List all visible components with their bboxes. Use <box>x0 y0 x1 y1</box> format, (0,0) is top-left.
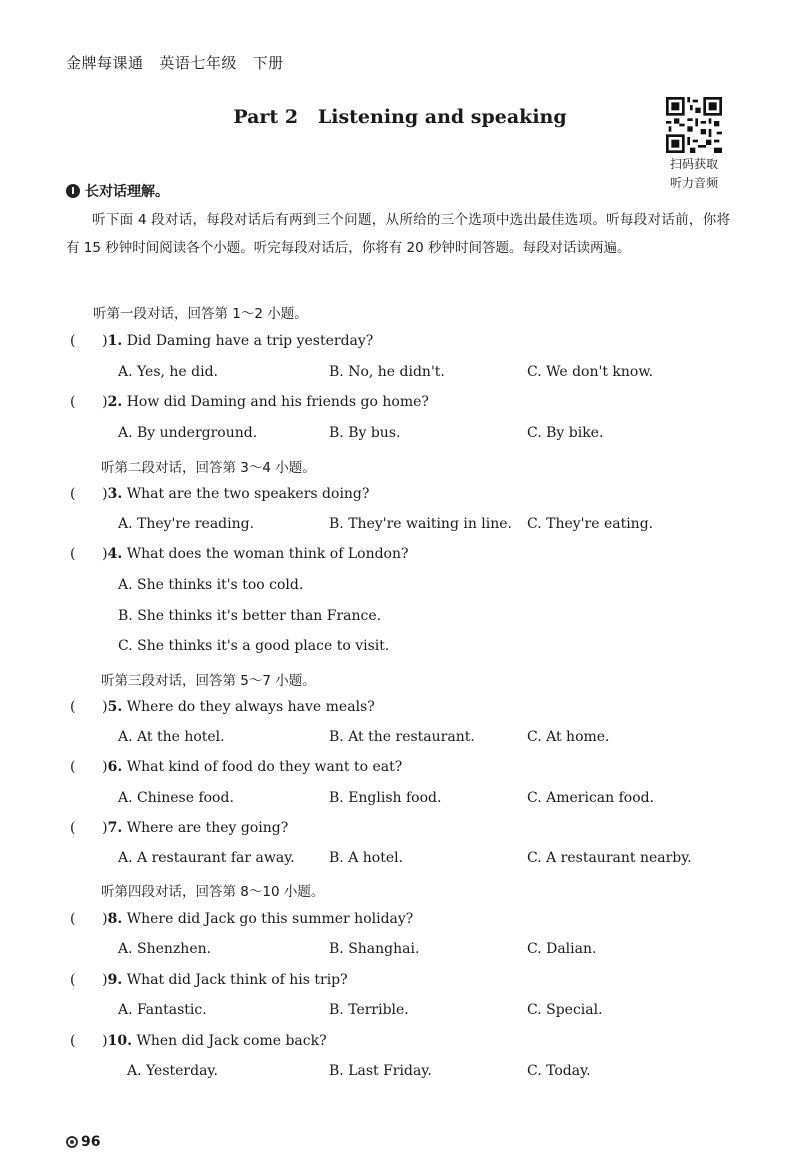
question-8 <box>70 911 413 927</box>
question-text: What did Jack think of his trip? <box>126 972 348 988</box>
option-c: C. She thinks it's a good place to visit. <box>118 638 390 654</box>
option-a: A. Yes, he did. <box>118 364 219 380</box>
section-instructions: 听下面 4 段对话，每段对话后有两到三个问题，从所给的三个选项中选出最佳选项。听每段对话前，你将有 15 秒钟时间阅读各个小题。听完每段对话后，你将有 20 秒钟时间答题。每段对话读两遍。 <box>66 212 730 256</box>
option-c: C. Special. <box>527 1002 603 1018</box>
page-number-value: 96 <box>81 1134 101 1150</box>
page-number <box>66 1134 100 1150</box>
question-text: What does the woman think of London? <box>126 546 409 562</box>
book-name: 金牌每课通 <box>66 54 144 72</box>
answer-blank[interactable]: ( ) <box>70 911 108 927</box>
option-a: A. Shenzhen. <box>118 941 212 957</box>
page-number-icon <box>66 1136 78 1148</box>
book-subject: 英语七年级 <box>159 54 237 72</box>
question-number: 4. <box>107 546 123 562</box>
option-a: A. By underground. <box>118 425 258 441</box>
qr-code-icon[interactable] <box>666 97 722 153</box>
question-4 <box>70 546 409 562</box>
book-header <box>66 52 284 73</box>
option-b: B. Last Friday. <box>329 1063 432 1079</box>
option-c: C. By bike. <box>527 425 604 441</box>
section-heading <box>66 181 169 201</box>
group-heading: 听第三段对话，回答第 5～7 小题。 <box>101 673 316 689</box>
question-3 <box>70 486 369 502</box>
question-text: Where did Jack go this summer holiday? <box>126 911 414 927</box>
answer-blank[interactable]: ( ) <box>70 486 108 502</box>
option-a: A. At the hotel. <box>118 729 225 745</box>
question-number: 2. <box>107 394 123 410</box>
question-number: 6. <box>107 759 123 775</box>
section-title: 长对话理解。 <box>85 184 169 200</box>
qr-caption-line: 听力音频 <box>669 176 718 190</box>
question-7 <box>70 820 288 836</box>
question-1 <box>70 333 373 349</box>
question-10 <box>70 1033 327 1049</box>
qr-caption-line: 扫码获取 <box>669 157 718 171</box>
option-b: B. At the restaurant. <box>329 729 475 745</box>
option-a: A. They're reading. <box>118 516 255 532</box>
option-c: C. At home. <box>527 729 610 745</box>
option-c: C. They're eating. <box>527 516 654 532</box>
answer-blank[interactable]: ( ) <box>70 394 108 410</box>
part-title: Part 2 Listening and speaking <box>233 106 567 128</box>
question-number: 5. <box>107 699 123 715</box>
option-b: B. Shanghai. <box>329 941 420 957</box>
question-number: 10. <box>107 1033 132 1049</box>
question-number: 7. <box>107 820 123 836</box>
question-number: 1. <box>107 333 123 349</box>
answer-blank[interactable]: ( ) <box>70 972 108 988</box>
answer-blank[interactable]: ( ) <box>70 333 108 349</box>
option-a: A. Chinese food. <box>118 790 234 806</box>
group-heading: 听第二段对话，回答第 3～4 小题。 <box>101 460 316 476</box>
qr-caption <box>656 155 732 193</box>
group-heading: 听第一段对话，回答第 1～2 小题。 <box>93 306 308 322</box>
question-number: 9. <box>107 972 123 988</box>
answer-blank[interactable]: ( ) <box>70 759 108 775</box>
answer-blank[interactable]: ( ) <box>70 820 108 836</box>
option-b: B. A hotel. <box>329 850 404 866</box>
option-b: B. By bus. <box>329 425 401 441</box>
question-text: How did Daming and his friends go home? <box>126 394 429 410</box>
section-number-badge: I <box>66 184 80 198</box>
option-b: B. No, he didn't. <box>329 364 445 380</box>
option-c: C. A restaurant nearby. <box>527 850 692 866</box>
option-c: C. We don't know. <box>527 364 654 380</box>
question-text: Where are they going? <box>126 820 289 836</box>
question-text: What are the two speakers doing? <box>126 486 370 502</box>
option-c: C. Today. <box>527 1063 591 1079</box>
question-2 <box>70 394 429 410</box>
option-a: A. A restaurant far away. <box>118 850 295 866</box>
option-b: B. Terrible. <box>329 1002 409 1018</box>
option-a: A. Yesterday. <box>127 1063 218 1079</box>
question-9 <box>70 972 348 988</box>
question-number: 3. <box>107 486 123 502</box>
answer-blank[interactable]: ( ) <box>70 1033 108 1049</box>
option-a: A. She thinks it's too cold. <box>118 577 304 593</box>
question-number: 8. <box>107 911 123 927</box>
option-c: C. Dalian. <box>527 941 597 957</box>
question-text: Where do they always have meals? <box>126 699 375 715</box>
option-b: B. English food. <box>329 790 442 806</box>
question-text: Did Daming have a trip yesterday? <box>126 333 374 349</box>
option-c: C. American food. <box>527 790 655 806</box>
question-text: What kind of food do they want to eat? <box>126 759 403 775</box>
book-volume: 下册 <box>252 54 284 72</box>
answer-blank[interactable]: ( ) <box>70 546 108 562</box>
option-a: A. Fantastic. <box>118 1002 207 1018</box>
question-6 <box>70 759 402 775</box>
answer-blank[interactable]: ( ) <box>70 699 108 715</box>
option-b: B. She thinks it's better than France. <box>118 608 382 624</box>
question-5 <box>70 699 375 715</box>
option-b: B. They're waiting in line. <box>329 516 513 532</box>
question-text: When did Jack come back? <box>136 1033 327 1049</box>
group-heading: 听第四段对话，回答第 8～10 小题。 <box>101 884 325 900</box>
